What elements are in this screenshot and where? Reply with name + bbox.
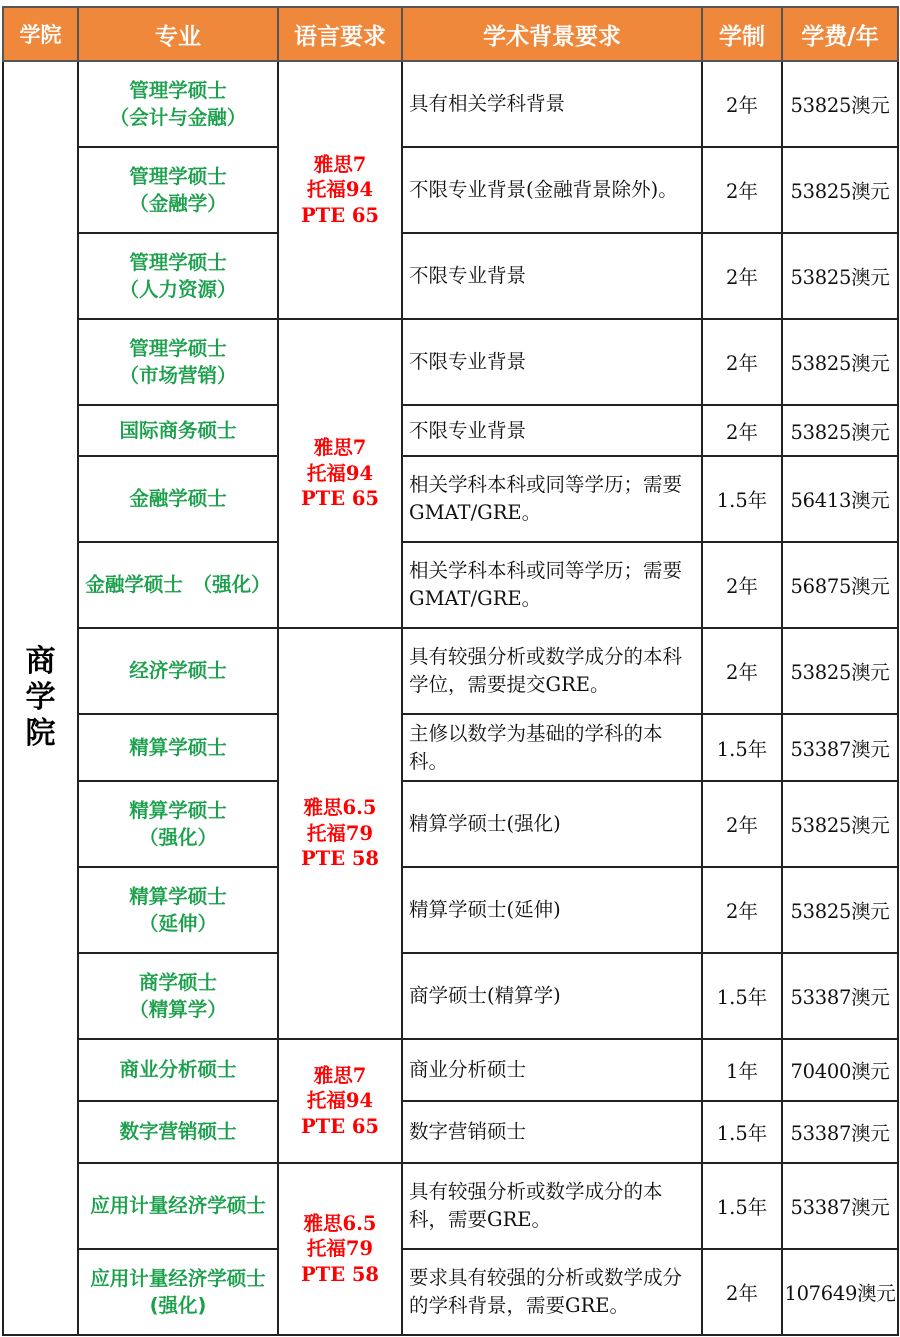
duration-cell: 1.5年 [702,456,782,542]
duration-cell: 1.5年 [702,953,782,1039]
duration-cell: 1.5年 [702,1163,782,1249]
duration-cell: 2年 [702,781,782,867]
major-cell: 管理学硕士 （市场营销） [78,319,278,405]
table-body [3,61,898,1335]
major-cell: 管理学硕士 （金融学） [78,147,278,233]
school-name: 商学院 [25,644,56,751]
fee-cell: 53387澳元 [782,714,898,781]
background-cell: 不限专业背景 [402,405,702,456]
table-row [3,953,898,1039]
background-cell: 精算学硕士(强化) [402,781,702,867]
language-requirement-cell [278,628,402,1039]
background-cell: 要求具有较强的分析或数学成分的学科背景，需要GRE。 [402,1249,702,1335]
language-pte: PTE 58 [301,1262,379,1286]
fee-cell: 56875澳元 [782,542,898,628]
major-cell: 商业分析硕士 [78,1039,278,1101]
background-cell: 商学硕士(精算学) [402,953,702,1039]
background-cell: 不限专业背景 [402,233,702,319]
major-cell: 管理学硕士 （会计与金融） [78,61,278,147]
fee-cell: 107649澳元 [782,1249,898,1335]
language-requirement-cell [278,1163,402,1335]
table-row [3,405,898,456]
fee-cell: 53387澳元 [782,1163,898,1249]
table-row [3,542,898,628]
table-row [3,628,898,714]
major-cell: 精算学硕士 （强化） [78,781,278,867]
header-background: 学术背景要求 [402,7,702,61]
fee-cell: 56413澳元 [782,456,898,542]
table-row [3,319,898,405]
fee-cell: 53825澳元 [782,147,898,233]
duration-cell: 2年 [702,542,782,628]
background-cell: 具有相关学科背景 [402,61,702,147]
school-cell [3,61,78,1335]
table-row [3,714,898,781]
fee-cell: 53825澳元 [782,405,898,456]
language-toefl: 托福94 [306,178,374,202]
header-fee: 学费/年 [782,7,898,61]
duration-cell: 1年 [702,1039,782,1101]
fee-cell: 53825澳元 [782,319,898,405]
table-row [3,781,898,867]
major-cell: 商学硕士 （精算学） [78,953,278,1039]
header-school: 学院 [3,7,78,61]
table-row [3,233,898,319]
major-cell: 金融学硕士 [78,456,278,542]
major-cell: 数字营销硕士 [78,1101,278,1163]
language-requirement-cell [278,61,402,319]
background-cell: 相关学科本科或同等学历；需要GMAT/GRE。 [402,542,702,628]
duration-cell: 1.5年 [702,1101,782,1163]
fee-cell: 70400澳元 [782,1039,898,1101]
major-cell: 管理学硕士 （人力资源） [78,233,278,319]
header-row [3,7,898,61]
language-toefl: 托福94 [306,1089,374,1113]
fee-cell: 53825澳元 [782,61,898,147]
language-requirement-cell [278,1039,402,1163]
header-language: 语言要求 [278,7,402,61]
language-toefl: 托福79 [306,1237,374,1261]
language-requirement-cell [278,319,402,628]
table-row [3,1249,898,1335]
background-cell: 不限专业背景(金融背景除外)。 [402,147,702,233]
language-pte: PTE 65 [301,1114,379,1138]
language-pte: PTE 65 [301,203,379,227]
fee-cell: 53825澳元 [782,867,898,953]
fee-cell: 53825澳元 [782,233,898,319]
table-row [3,1163,898,1249]
duration-cell: 2年 [702,628,782,714]
fee-cell: 53825澳元 [782,781,898,867]
table-row [3,147,898,233]
background-cell: 具有较强分析或数学成分的本科学位，需要提交GRE。 [402,628,702,714]
language-ielts: 雅思6.5 [303,796,377,820]
background-cell: 主修以数学为基础的学科的本科。 [402,714,702,781]
language-toefl: 托福79 [306,821,374,845]
duration-cell: 2年 [702,405,782,456]
background-cell: 精算学硕士(延伸) [402,867,702,953]
major-cell: 精算学硕士 [78,714,278,781]
fee-cell: 53825澳元 [782,628,898,714]
language-pte: PTE 65 [301,487,379,511]
major-cell: 经济学硕士 [78,628,278,714]
duration-cell: 2年 [702,1249,782,1335]
background-cell: 商业分析硕士 [402,1039,702,1101]
table-row [3,61,898,147]
major-cell: 精算学硕士 （延伸） [78,867,278,953]
background-cell: 相关学科本科或同等学历；需要GMAT/GRE。 [402,456,702,542]
major-cell: 应用计量经济学硕士 [78,1163,278,1249]
table-row [3,1039,898,1101]
table-row [3,1101,898,1163]
duration-cell: 2年 [702,867,782,953]
major-cell: 金融学硕士 （强化） [78,542,278,628]
header-duration: 学制 [702,7,782,61]
background-cell: 数字营销硕士 [402,1101,702,1163]
language-ielts: 雅思6.5 [303,1211,377,1235]
background-cell: 不限专业背景 [402,319,702,405]
language-ielts: 雅思7 [313,152,367,176]
fee-cell: 53387澳元 [782,953,898,1039]
header-major: 专业 [78,7,278,61]
duration-cell: 2年 [702,61,782,147]
duration-cell: 2年 [702,319,782,405]
language-pte: PTE 58 [301,847,379,871]
major-cell: 应用计量经济学硕士(强化) [78,1249,278,1335]
fee-cell: 53387澳元 [782,1101,898,1163]
duration-cell: 1.5年 [702,714,782,781]
program-table [2,6,899,1336]
language-ielts: 雅思7 [313,436,367,460]
background-cell: 具有较强分析或数学成分的本科，需要GRE。 [402,1163,702,1249]
table-row [3,456,898,542]
duration-cell: 2年 [702,147,782,233]
major-cell: 国际商务硕士 [78,405,278,456]
language-ielts: 雅思7 [313,1063,367,1087]
duration-cell: 2年 [702,233,782,319]
language-toefl: 托福94 [306,461,374,485]
table-row [3,867,898,953]
